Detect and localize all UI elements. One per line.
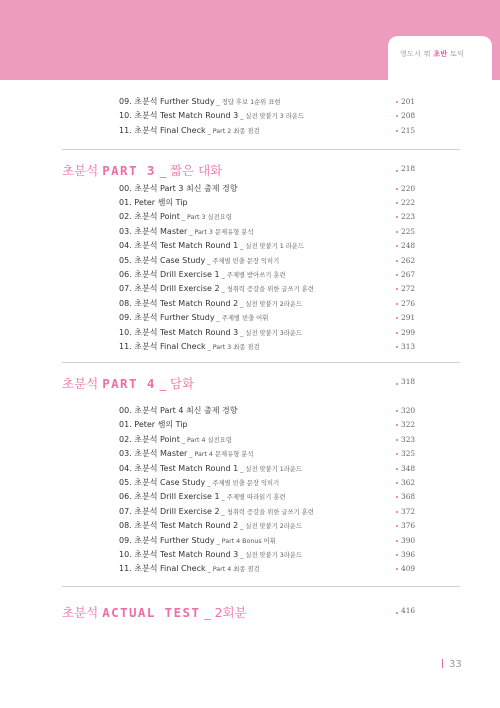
entry-title: 초분석 Test Match Round 2 [134,298,239,308]
entry-title: 초분석 Drill Exercise 2 [134,506,220,516]
page-ref: 223 [401,212,416,222]
toc-entry[interactable] [0,225,500,239]
toc-entry[interactable] [0,462,500,476]
toc-entry[interactable] [0,505,500,519]
entry-label [119,311,268,326]
entry-label [119,418,188,433]
page-ref: 248 [401,241,416,251]
entry-number: 09. [119,97,132,106]
entry-title: 초분석 Point [134,212,180,222]
entry-number: 09. [119,313,132,323]
section-prefix: 초분석 [62,376,103,391]
entry-subtitle: _ Part 3 실전요령 [179,214,232,222]
entry-number: 07. [119,284,132,294]
bullet-icon [396,115,398,117]
header-tab-label: 영도시 뭐 초반 토익 [400,50,465,58]
bullet-icon [396,496,398,498]
page-ref: 215 [401,125,416,135]
page-ref: 368 [401,492,416,502]
entry-title: 초분석 Test Match Round 3 [134,111,239,121]
toc-entry[interactable] [0,418,500,432]
entry-subtitle: _ Part 4 문제유형 분석 [187,451,254,459]
entry-subtitle: _ 정답 후보 1순위 표현 [214,99,281,106]
bullet-icon [396,188,398,190]
page-ref: 416 [401,606,416,615]
section-suffix: _ 담화 [155,376,195,391]
toc-entry[interactable] [0,311,500,325]
page-ref: 262 [401,255,416,265]
entry-number: 04. [119,241,132,251]
bullet-icon [396,332,398,334]
toc-entry[interactable] [0,476,500,490]
toc-entry[interactable] [0,404,500,418]
entry-subtitle: _ 실전 맞붙기 3 라운드 [238,113,305,121]
entry-label [119,447,253,462]
toc-entry[interactable] [0,447,500,461]
page-ref: 390 [401,535,416,545]
entry-subtitle: _ 주제별 받아쓰기 훈련 [219,271,286,279]
entry-number: 10. [119,111,132,121]
entry-number: 02. [119,212,132,222]
bullet-icon [396,101,398,103]
entry-label [119,124,260,139]
bullet-icon [396,130,398,132]
entry-label [119,548,302,563]
entry-label [119,476,279,491]
page-ref: 272 [401,284,416,294]
entry-number: 08. [119,521,132,531]
entry-subtitle: _ 주제별 따라읽기 훈련 [219,494,286,502]
page-ref: 320 [401,406,416,415]
toc-entry[interactable] [0,239,500,253]
entry-subtitle: _ Part 4 Bonus 어휘 [214,537,276,545]
section-title [62,374,194,394]
entry-title: 초분석 Final Check [134,341,206,351]
entry-title: 초분석 Drill Exercise 1 [134,492,220,502]
bullet-icon [396,260,398,262]
toc-entry[interactable] [0,282,500,296]
entry-subtitle: _ 실전 맞붙기 3라운드 [238,552,303,559]
page-ref: 409 [401,564,416,574]
page-number: 33 [442,659,462,670]
toc-entry[interactable] [0,297,500,311]
entry-subtitle: _ 주제별 빈출 어휘 [214,315,269,323]
entry-subtitle: _ Part 3 최종 점검 [205,343,260,351]
entry-title: 초분석 Further Study [134,535,215,545]
page-ref: 201 [401,97,416,106]
bullet-icon [396,468,398,470]
page-ref: 267 [401,269,416,279]
page-ref: 376 [401,521,416,531]
entry-subtitle: _ Part 4 최종 점검 [205,566,260,574]
bullet-icon [396,511,398,513]
section-heading-part3[interactable] [0,161,500,181]
bullet-icon [396,231,398,233]
entry-subtitle: _ 실전 맞붙기 2라운드 [238,523,303,531]
entry-number: 00. [119,183,132,193]
toc-entry[interactable] [0,95,500,109]
entry-title: 초분석 Further Study [134,313,215,323]
toc-entry[interactable] [0,182,500,196]
bullet-icon [396,170,398,172]
page-ref: 396 [401,550,416,559]
page-ref: 323 [401,434,416,444]
section-suffix: _ 짧은 대화 [155,163,223,178]
section-heading-actual-test[interactable] [0,603,500,623]
page-ref: 313 [401,341,416,351]
entry-subtitle: _ 주제별 빈출 문장 익히기 [205,480,280,487]
entry-number: 06. [119,269,132,279]
folio-divider [442,659,443,668]
toc-entry[interactable] [0,210,500,224]
section-title [62,603,247,623]
bullet-icon [396,288,398,290]
entry-title: 초분석 Test Match Round 2 [134,521,239,531]
toc-entry[interactable] [0,548,500,562]
bullet-icon [396,383,398,385]
page-ref: 325 [401,449,416,459]
section-title [62,161,222,181]
bullet-icon [396,346,398,348]
bullet-icon [396,453,398,455]
entry-label [119,519,302,534]
entry-title: 초분석 Point [134,434,180,444]
entry-number: 01. [119,197,132,207]
entry-label [119,505,314,520]
page-ref: 291 [401,313,416,323]
toc-entry[interactable] [0,562,500,576]
divider [62,362,460,363]
page-ref: 276 [401,298,416,308]
entry-number: 03. [119,226,132,236]
bullet-icon [396,216,398,218]
page-ref: 348 [401,463,416,473]
section-heading-part4[interactable] [0,374,500,394]
toc-entry[interactable] [0,268,500,282]
entry-title: 초분석 Test Match Round 1 [134,463,239,473]
entry-label [119,462,302,477]
page-ref: 322 [401,420,416,430]
entry-label [119,297,302,312]
page-ref: 208 [401,111,416,121]
entry-subtitle: _ 청취력 증강을 위한 글쓰기 훈련 [219,508,314,516]
entry-number: 11. [119,564,132,574]
page-ref: 222 [401,197,416,207]
entry-title: Peter 쌤의 Tip [134,197,188,207]
bullet-icon [396,612,398,614]
header-tab [388,36,492,82]
section-part: PART 4 [102,376,156,391]
toc-entry[interactable] [0,196,500,210]
entry-label [119,225,253,240]
entry-number: 05. [119,478,132,487]
entry-title: Peter 쌤의 Tip [134,420,188,430]
entry-title: 초분석 Test Match Round 3 [134,327,239,337]
entry-subtitle: _ 실전 맞붙기 1라운드 [238,465,303,473]
entry-subtitle: _ 실전 맞붙기 2라운드 [238,300,303,308]
bullet-icon [396,540,398,542]
entry-title: 초분석 Master [134,449,188,459]
page-ref: 218 [401,164,416,173]
entry-number: 11. [119,341,132,351]
entry-number: 04. [119,463,132,473]
toc-entry[interactable] [0,109,500,123]
entry-label [119,182,237,197]
page-ref: 220 [401,183,416,193]
entry-label [119,433,232,448]
toc-entry[interactable] [0,340,500,354]
bullet-icon [396,525,398,527]
bullet-icon [396,317,398,319]
entry-subtitle: _ Part 2 최종 점검 [205,127,260,135]
entry-label [119,534,276,549]
bullet-icon [396,482,398,484]
entry-number: 07. [119,506,132,516]
section-suffix: _ 2회분 [200,605,247,620]
entry-number: 10. [119,550,132,559]
page-ref: 318 [401,377,416,386]
bullet-icon [396,245,398,247]
entry-title: 초분석 Part 4 최신 출제 경향 [134,406,238,415]
toc-entry[interactable] [0,124,500,138]
divider [62,149,460,150]
entry-label [119,95,280,110]
entry-subtitle: _ 실전 맞붙기 1 라운드 [238,243,305,251]
entry-subtitle: _ 실전 맞붙기 3라운드 [238,329,303,337]
entry-label [119,562,260,577]
entry-label [119,404,237,419]
entry-number: 09. [119,535,132,545]
section-part: ACTUAL TEST [102,605,201,620]
entry-label [119,210,232,225]
bullet-icon [396,303,398,305]
page-ref: 299 [401,327,416,337]
toc-entry[interactable] [0,326,500,340]
entry-title: 초분석 Drill Exercise 1 [134,269,220,279]
entry-title: 초분석 Case Study [134,255,206,265]
entry-title: 초분석 Case Study [134,478,206,487]
entry-subtitle: _ Part 3 문제유형 분석 [187,228,254,236]
bullet-icon [396,410,398,412]
bullet-icon [396,202,398,204]
entry-title: 초분석 Test Match Round 1 [134,241,239,251]
entry-number: 06. [119,492,132,502]
section-prefix: 초분석 [62,163,103,178]
entry-title: 초분석 Final Check [134,564,206,574]
entry-number: 10. [119,327,132,337]
entry-label [119,109,304,124]
entry-title: 초분석 Test Match Round 3 [134,550,239,559]
page-ref: 225 [401,226,416,236]
entry-number: 00. [119,406,132,415]
entry-subtitle: _ 주제별 빈출 문장 익히기 [205,257,280,265]
entry-label [119,196,188,211]
entry-label [119,254,279,269]
bullet-icon [396,424,398,426]
entry-number: 01. [119,420,132,430]
entry-label [119,490,286,505]
entry-subtitle: _ 청취력 증강을 위한 글쓰기 훈련 [219,286,314,294]
toc-entry[interactable] [0,534,500,548]
entry-subtitle: _ Part 4 실전요령 [179,436,232,444]
bullet-icon [396,274,398,276]
bullet-icon [396,568,398,570]
entry-number: 05. [119,255,132,265]
entry-label [119,268,286,283]
section-prefix: 초분석 [62,605,103,620]
section-part: PART 3 [102,163,156,178]
entry-number: 02. [119,434,132,444]
toc-entry[interactable] [0,519,500,533]
entry-label [119,326,302,341]
toc-entry[interactable] [0,490,500,504]
divider [62,586,460,587]
entry-number: 08. [119,298,132,308]
entry-title: 초분석 Final Check [134,125,206,135]
entry-number: 03. [119,449,132,459]
entry-title: 초분석 Drill Exercise 2 [134,284,220,294]
entry-label [119,239,304,254]
entry-label [119,340,260,355]
page-ref: 372 [401,506,416,516]
entry-number: 11. [119,125,132,135]
entry-label [119,282,314,297]
bullet-icon [396,439,398,441]
entry-title: 초분석 Further Study [134,97,215,106]
toc-entry[interactable] [0,254,500,268]
bullet-icon [396,554,398,556]
entry-title: 초분석 Part 3 최신 출제 경향 [134,183,238,193]
toc-entry[interactable] [0,433,500,447]
entry-title: 초분석 Master [134,226,188,236]
page-ref: 362 [401,478,416,487]
